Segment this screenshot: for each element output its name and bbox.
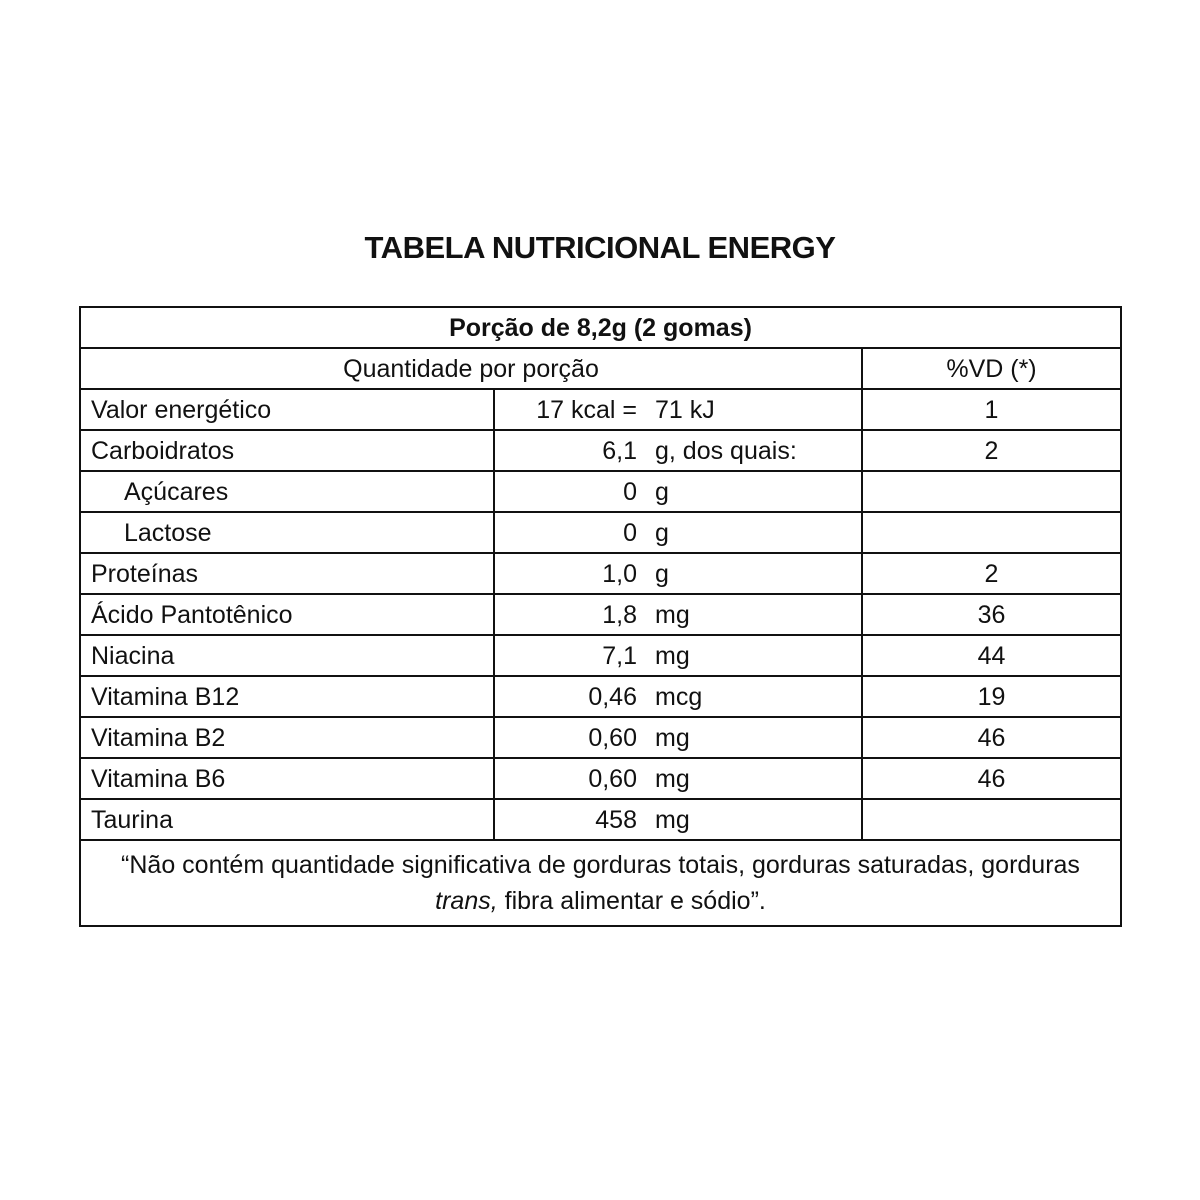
- nutrient-name: Valor energético: [80, 389, 494, 430]
- nutrient-amount-cell: [494, 512, 862, 553]
- nutrient-amount-cell: [494, 594, 862, 635]
- nutrient-amount: 7,1: [602, 641, 637, 670]
- nutrient-amount: 0,60: [588, 764, 637, 793]
- nutrient-vd: [862, 799, 1121, 840]
- nutrient-unit: g, dos quais:: [655, 436, 797, 465]
- footnote: [80, 840, 1121, 926]
- table-row: [80, 553, 1121, 594]
- table-row: [80, 799, 1121, 840]
- nutrient-amount: 1,8: [602, 600, 637, 629]
- nutrient-unit: mg: [655, 600, 690, 629]
- nutrient-amount-cell: [494, 389, 862, 430]
- nutrient-amount-cell: [494, 799, 862, 840]
- table-row: [80, 512, 1121, 553]
- nutrient-vd: 46: [862, 758, 1121, 799]
- nutrient-unit: mcg: [655, 682, 703, 711]
- footnote-text-end: fibra alimentar e sódio”.: [497, 887, 766, 915]
- portion-row: [80, 307, 1121, 348]
- nutrient-unit: 71 kJ: [655, 395, 715, 424]
- table-row: [80, 430, 1121, 471]
- footnote-text-start: “Não contém quantidade significativa de gorduras totais, gorduras saturadas, gorduras: [121, 851, 1080, 879]
- table-row: [80, 635, 1121, 676]
- footnote-row: [80, 840, 1121, 926]
- table-row: [80, 717, 1121, 758]
- nutrient-unit: mg: [655, 764, 690, 793]
- nutrient-amount: 0: [623, 518, 637, 547]
- table-row: [80, 758, 1121, 799]
- nutrient-unit: mg: [655, 805, 690, 834]
- nutrient-vd: [862, 471, 1121, 512]
- nutrient-amount-cell: [494, 717, 862, 758]
- nutrient-amount: 6,1: [602, 436, 637, 465]
- nutrient-unit: g: [655, 559, 669, 588]
- nutrient-name: Taurina: [80, 799, 494, 840]
- header-row: [80, 348, 1121, 389]
- nutrient-vd: 19: [862, 676, 1121, 717]
- nutrient-name: Proteínas: [80, 553, 494, 594]
- footnote-text-italic: trans,: [435, 887, 498, 915]
- table-row: [80, 594, 1121, 635]
- nutrient-vd: 2: [862, 553, 1121, 594]
- nutrient-name: Vitamina B2: [80, 717, 494, 758]
- nutrient-amount: 17 kcal =: [536, 395, 637, 424]
- vd-header: %VD (*): [862, 348, 1121, 389]
- nutrient-name: Vitamina B12: [80, 676, 494, 717]
- nutrient-name: Niacina: [80, 635, 494, 676]
- nutrient-amount: 458: [595, 805, 637, 834]
- table-row: [80, 389, 1121, 430]
- nutrient-vd: 46: [862, 717, 1121, 758]
- nutrient-amount-cell: [494, 635, 862, 676]
- nutrient-amount: 0: [623, 477, 637, 506]
- nutrient-vd: 44: [862, 635, 1121, 676]
- nutrient-vd: 36: [862, 594, 1121, 635]
- nutrient-name: Carboidratos: [80, 430, 494, 471]
- nutrient-amount: 0,46: [588, 682, 637, 711]
- nutrient-name: Vitamina B6: [80, 758, 494, 799]
- nutrient-unit: g: [655, 477, 669, 506]
- nutrient-name: Ácido Pantotênico: [80, 594, 494, 635]
- nutrient-unit: mg: [655, 641, 690, 670]
- nutrient-unit: mg: [655, 723, 690, 752]
- nutrient-amount: 0,60: [588, 723, 637, 752]
- nutrient-amount-cell: [494, 471, 862, 512]
- table-row: [80, 676, 1121, 717]
- nutrient-unit: g: [655, 518, 669, 547]
- nutrient-amount-cell: [494, 553, 862, 594]
- nutrient-name: Açúcares: [80, 471, 494, 512]
- nutrient-vd: 1: [862, 389, 1121, 430]
- table-row: [80, 471, 1121, 512]
- nutrient-amount: 1,0: [602, 559, 637, 588]
- nutrition-table: [79, 306, 1122, 927]
- quantity-header: Quantidade por porção: [80, 348, 862, 389]
- nutrient-amount-cell: [494, 430, 862, 471]
- portion-label: Porção de 8,2g (2 gomas): [80, 307, 1121, 348]
- nutrient-name: Lactose: [80, 512, 494, 553]
- page-title: TABELA NUTRICIONAL ENERGY: [364, 230, 836, 265]
- nutrient-vd: [862, 512, 1121, 553]
- nutrient-amount-cell: [494, 676, 862, 717]
- nutrient-vd: 2: [862, 430, 1121, 471]
- nutrient-amount-cell: [494, 758, 862, 799]
